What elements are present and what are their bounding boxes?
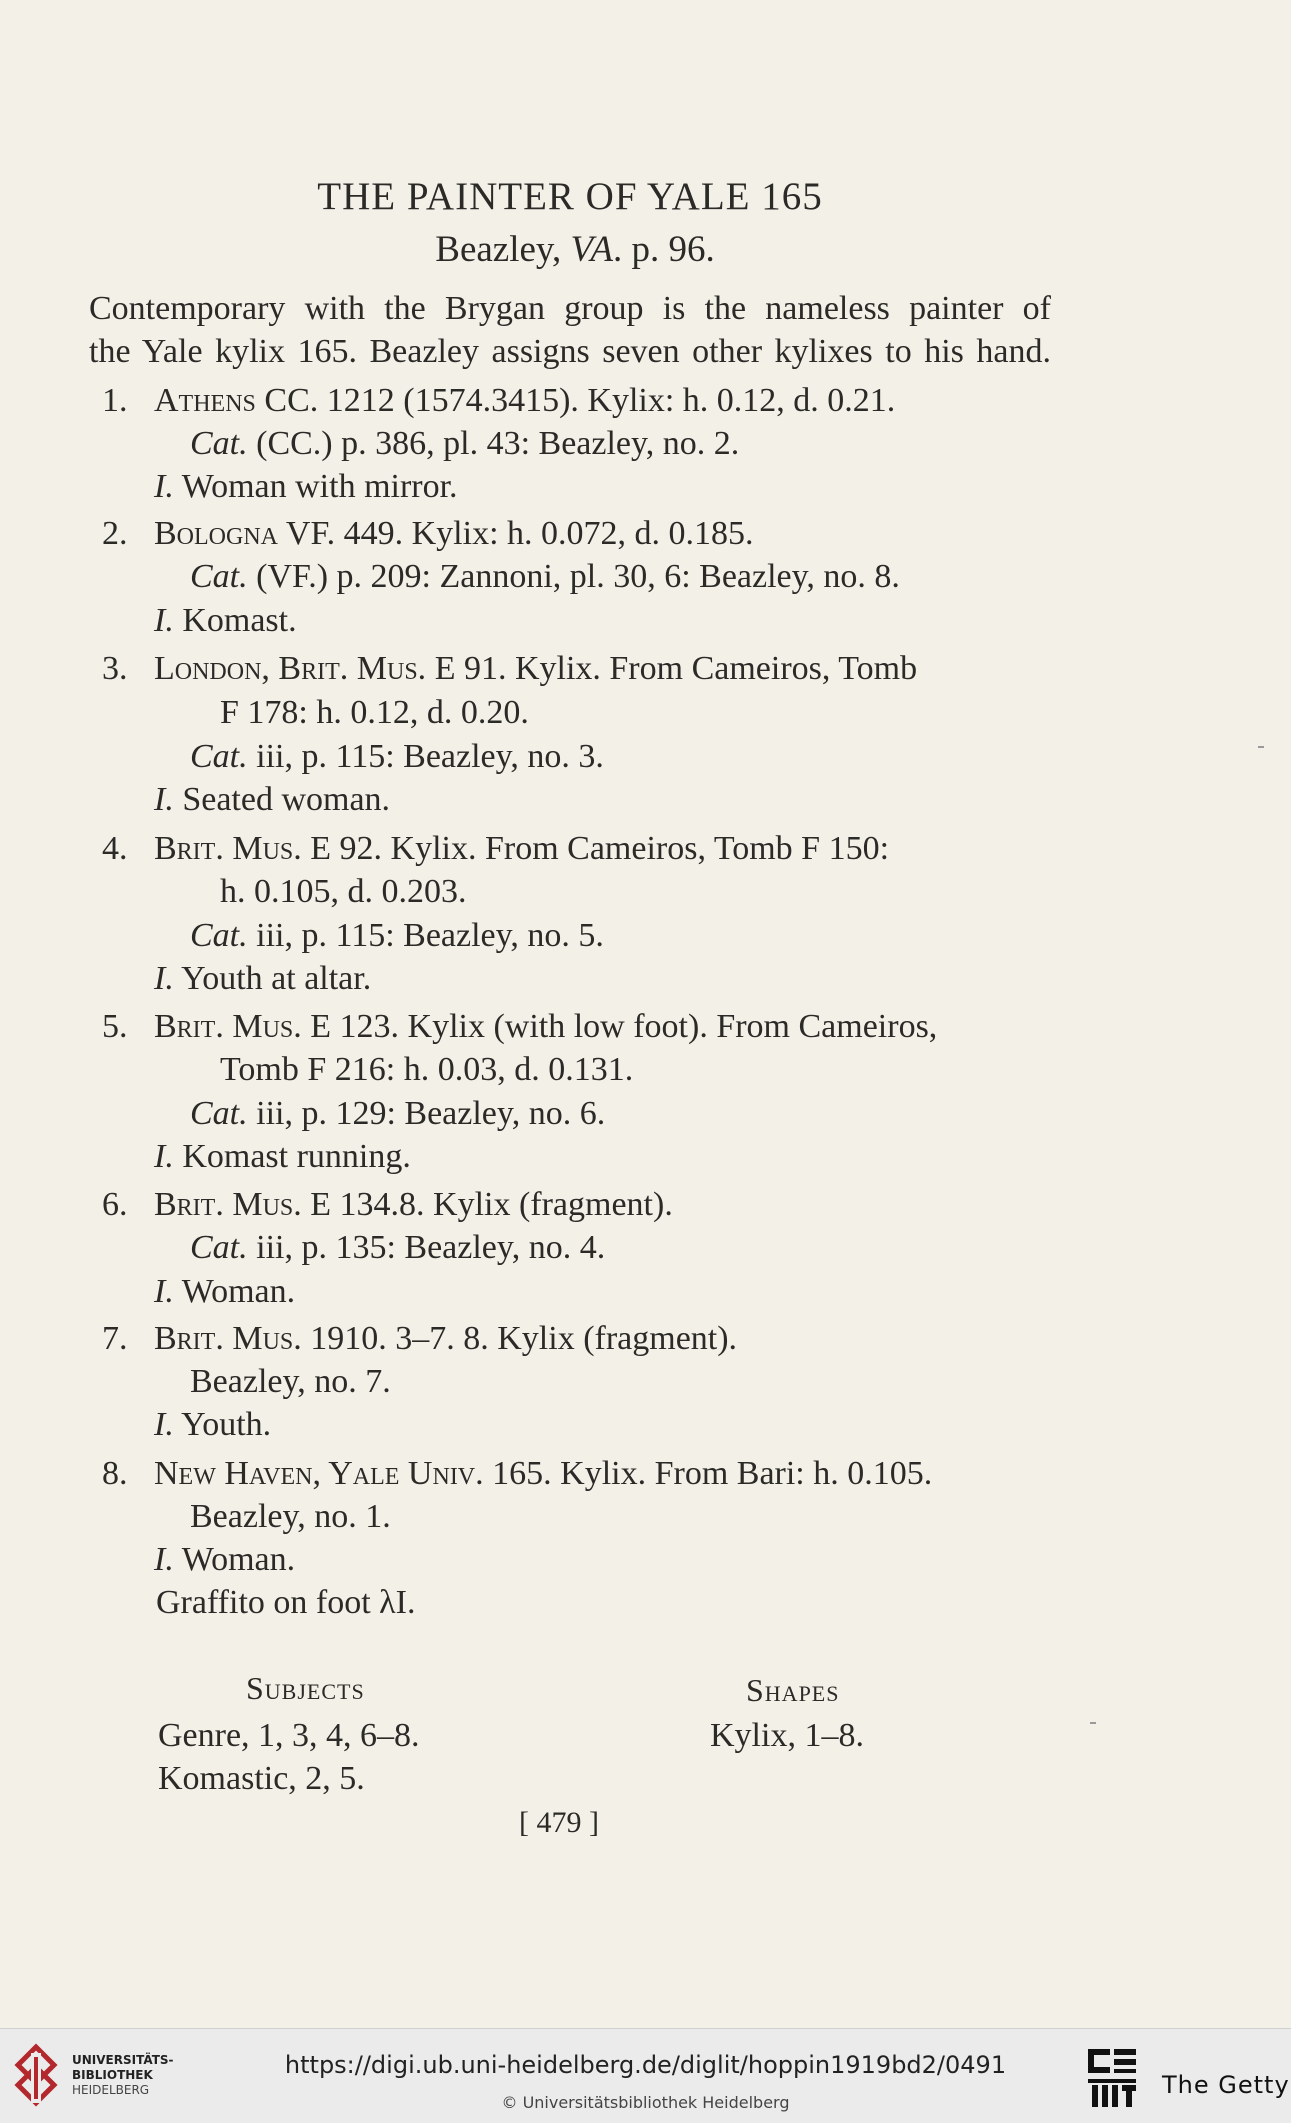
entry-line xyxy=(154,1541,295,1579)
margin-tick xyxy=(1258,746,1264,748)
subtitle-post: . p. 96. xyxy=(612,229,715,270)
entry-line xyxy=(154,1138,411,1176)
entry-line xyxy=(154,650,917,688)
entry-line xyxy=(154,602,297,640)
entry-line xyxy=(154,1008,937,1046)
entry-line xyxy=(190,1363,391,1401)
entry-text: Beazley, no. 7. xyxy=(190,1363,391,1400)
entry-line xyxy=(220,694,529,732)
entry-text: iii, p. 115: Beazley, no. 3. xyxy=(247,738,604,775)
entry-line xyxy=(156,1584,415,1622)
entry-text: iii, p. 115: Beazley, no. 5. xyxy=(247,917,604,954)
entry-number: 3. xyxy=(102,650,128,687)
entry-italic-prefix: Cat. xyxy=(190,1229,248,1266)
entry-text: iii, p. 135: Beazley, no. 4. xyxy=(247,1229,606,1266)
viewer-footer xyxy=(0,2028,1291,2123)
entry-text: Seated woman. xyxy=(173,781,391,818)
subjects-line-1: Genre, 1, 3, 4, 6–8. xyxy=(158,1717,420,1754)
entry-italic-prefix: I. xyxy=(154,1273,174,1310)
library-name-line: BIBLIOTHEK xyxy=(72,2068,153,2082)
entry-italic-prefix: I. xyxy=(154,1138,174,1175)
entry-text: iii, p. 129: Beazley, no. 6. xyxy=(247,1095,606,1132)
entry-italic-prefix: I. xyxy=(154,468,174,505)
entry-number: 7. xyxy=(102,1320,128,1357)
entry-text: Youth. xyxy=(173,1406,272,1443)
entry-text: 1212 (1574.3415). Kylix: h. 0.12, d. 0.21. xyxy=(318,382,896,419)
entry-location: Brit. Mus. xyxy=(154,1320,302,1357)
entry-text: (CC.) p. 386, pl. 43: Beazley, no. 2. xyxy=(247,425,740,462)
margin-tick xyxy=(1090,1722,1096,1724)
entry-italic-prefix: Cat. xyxy=(190,917,248,954)
entry-line xyxy=(154,1320,737,1358)
entry-number: 2. xyxy=(102,515,128,552)
permalink-url[interactable]: https://digi.ub.uni-heidelberg.de/diglit/hoppin1919bd2/0491 xyxy=(284,2051,1007,2079)
entry-line xyxy=(154,382,895,420)
entry-italic-prefix: I. xyxy=(154,781,174,818)
entry-location: New Haven, Yale Univ. xyxy=(154,1455,484,1492)
entry-text: F 178: h. 0.12, d. 0.20. xyxy=(220,694,529,731)
entry-location: London, Brit. Mus. xyxy=(154,650,427,687)
entry-text: E 92. Kylix. From Cameiros, Tomb F 150: xyxy=(301,830,890,867)
entry-text: Komast running. xyxy=(173,1138,411,1175)
page-title: THE PAINTER OF YALE 165 xyxy=(317,175,823,218)
shapes-line-1: Kylix, 1–8. xyxy=(710,1717,864,1754)
entry-line xyxy=(190,917,604,955)
shapes-heading: Shapes xyxy=(746,1672,840,1708)
entry-text: E 91. Kylix. From Cameiros, Tomb xyxy=(426,650,918,687)
entry-number: 1. xyxy=(102,382,128,419)
entry-text: Komast. xyxy=(173,602,297,639)
entry-location: Athens CC. xyxy=(154,382,319,419)
entry-line xyxy=(190,738,604,776)
entry-number: 5. xyxy=(102,1008,128,1045)
entry-italic-prefix: Cat. xyxy=(190,558,248,595)
entry-text: Woman. xyxy=(173,1273,296,1310)
entry-line xyxy=(190,1095,605,1133)
entry-text: Graffito on foot λI. xyxy=(156,1584,416,1621)
entry-location: Brit. Mus. xyxy=(154,1008,302,1045)
entry-line xyxy=(220,1051,633,1089)
entry-line xyxy=(220,873,467,911)
intro-line-2: the Yale kylix 165. Beazley assigns seven other kylixes to his hand. xyxy=(89,333,1051,370)
subjects-line-2: Komastic, 2, 5. xyxy=(158,1760,365,1797)
entry-line xyxy=(154,1186,673,1224)
entry-line xyxy=(154,1406,271,1444)
page-number: [ 479 ] xyxy=(519,1806,599,1839)
entry-line xyxy=(154,781,390,819)
entry-text: E 123. Kylix (with low foot). From Cameiros, xyxy=(301,1008,938,1045)
entry-line xyxy=(154,830,889,868)
entry-location: Brit. Mus. xyxy=(154,1186,302,1223)
getty-logo-icon xyxy=(1086,2047,1138,2109)
entry-text: VF. 449. Kylix: h. 0.072, d. 0.185. xyxy=(278,515,754,552)
entry-line xyxy=(154,515,754,553)
entry-italic-prefix: I. xyxy=(154,1406,174,1443)
entry-text: h. 0.105, d. 0.203. xyxy=(220,873,467,910)
entry-text: 165. Kylix. From Bari: h. 0.105. xyxy=(483,1455,933,1492)
entry-text: Woman with mirror. xyxy=(173,468,458,505)
entry-number: 4. xyxy=(102,830,128,867)
subtitle-italic: VA xyxy=(570,229,613,270)
entry-number: 8. xyxy=(102,1455,128,1492)
entry-italic-prefix: I. xyxy=(154,960,174,997)
entry-italic-prefix: Cat. xyxy=(190,425,248,462)
entry-number: 6. xyxy=(102,1186,128,1223)
entry-location: Brit. Mus. xyxy=(154,830,302,867)
entry-italic-prefix: Cat. xyxy=(190,1095,248,1132)
subjects-heading: Subjects xyxy=(246,1670,365,1706)
entry-line xyxy=(190,558,900,596)
entry-text: Beazley, no. 1. xyxy=(190,1498,391,1535)
entry-line xyxy=(154,1455,932,1493)
entry-line xyxy=(154,1273,295,1311)
entry-line xyxy=(190,1498,391,1536)
entry-line xyxy=(154,960,371,998)
entry-italic-prefix: I. xyxy=(154,602,174,639)
entry-location: Bologna xyxy=(154,515,278,552)
entry-line xyxy=(190,425,739,463)
entry-line xyxy=(190,1229,605,1267)
getty-name: The Getty xyxy=(1162,2071,1290,2099)
entry-text: E 134.8. Kylix (fragment). xyxy=(301,1186,673,1223)
library-name-line: UNIVERSITÄTS- xyxy=(72,2053,174,2067)
entry-italic-prefix: Cat. xyxy=(190,738,248,775)
entry-text: Tomb F 216: h. 0.03, d. 0.131. xyxy=(220,1051,634,1088)
library-name-line: HEIDELBERG xyxy=(72,2083,150,2097)
subtitle-pre: Beazley, xyxy=(435,229,571,270)
entry-text: (VF.) p. 209: Zannoni, pl. 30, 6: Beazley, no. 8. xyxy=(247,558,900,595)
entry-text: Woman. xyxy=(173,1541,296,1578)
entry-text: Youth at altar. xyxy=(173,960,372,997)
entry-italic-prefix: I. xyxy=(154,1541,174,1578)
copyright-notice: © Universitätsbibliothek Heidelberg xyxy=(501,2093,790,2112)
entry-line xyxy=(154,468,458,506)
intro-line-1: Contemporary with the Brygan group is the nameless painter of xyxy=(89,290,1051,327)
page-subtitle xyxy=(0,228,1150,271)
entry-text: 1910. 3–7. 8. Kylix (fragment). xyxy=(301,1320,738,1357)
